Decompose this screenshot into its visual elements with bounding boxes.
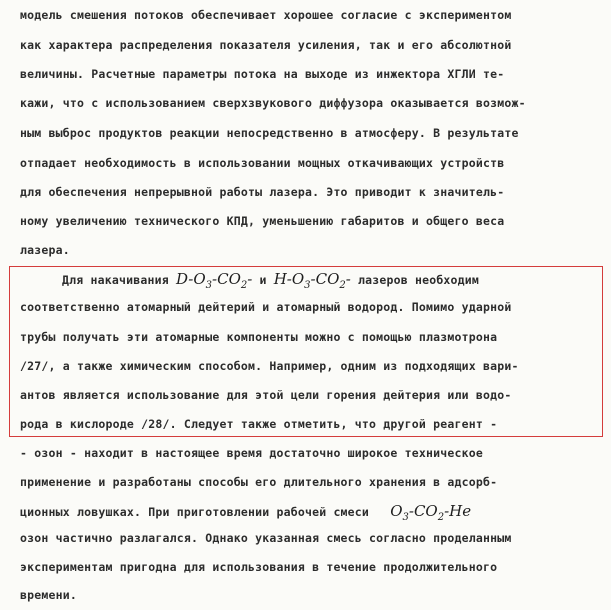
highlight-box <box>9 266 603 437</box>
text-segment: ционных ловушках. При приготовлении рабочей смеси <box>20 505 370 519</box>
formula-o3-co2-he: $O_3-CO_2-He$ <box>390 502 472 523</box>
text-line: кажи, что с использованием сверхзвукового диффузора оказывается возмож- <box>20 96 526 110</box>
text-line-formula <box>62 270 479 291</box>
text-line: отпадает необходимость в использовании мощных откачивающих устройств <box>20 156 505 170</box>
text-segment: Для накачивания <box>62 273 169 287</box>
text-line: антов является использование для этой цели горения дейтерия или водо- <box>20 388 512 402</box>
formula-d-o3-co2: $D-O_3-CO_2-$ <box>175 270 253 291</box>
text-line: озон частично разлагался. Однако указанная смесь согласно проделанным <box>20 531 512 545</box>
text-segment: лазеров необходим <box>357 273 480 287</box>
text-line: времени. <box>20 588 77 602</box>
text-line: величины. Расчетные параметры потока на выходе из инжектора ХГЛИ те- <box>20 67 505 81</box>
text-line: соответственно атомарный дейтерий и атомарный водород. Помимо ударной <box>20 300 512 314</box>
text-line-formula <box>20 502 471 523</box>
text-line: трубы получать эти атомарные компоненты можно с помощью плазмотрона <box>20 330 498 344</box>
text-line: лазера. <box>20 243 70 257</box>
text-line: - озон - находит в настоящее время достаточно широкое техническое <box>20 446 484 460</box>
text-line: для обеспечения непрерывной работы лазера. Это приводит к значитель- <box>20 185 505 199</box>
text-line: /27/, а также химическим способом. Например, одним из подходящих вари- <box>20 359 519 373</box>
text-line: экспериментам пригодна для использования в течение продолжительного <box>20 560 498 574</box>
text-line: применение и разработаны способы его длительного хранения в адсорб- <box>20 475 498 489</box>
text-line: как характера распределения показателя усиления, так и его абсолютной <box>20 38 512 52</box>
text-line: рода в кислороде /28/. Следует также отметить, что другой реагент - <box>20 417 498 431</box>
text-line: ному увеличению технического КПД, уменьшению габаритов и общего веса <box>20 214 505 228</box>
text-line: модель смешения потоков обеспечивает хорошее согласие с экспериментом <box>20 8 512 22</box>
text-line: ным выброс продуктов реакции непосредственно в атмосферу. В результате <box>20 126 519 140</box>
text-segment: и <box>259 273 267 287</box>
formula-h-o3-co2: $H-O_3-CO_2-$ <box>273 270 351 291</box>
